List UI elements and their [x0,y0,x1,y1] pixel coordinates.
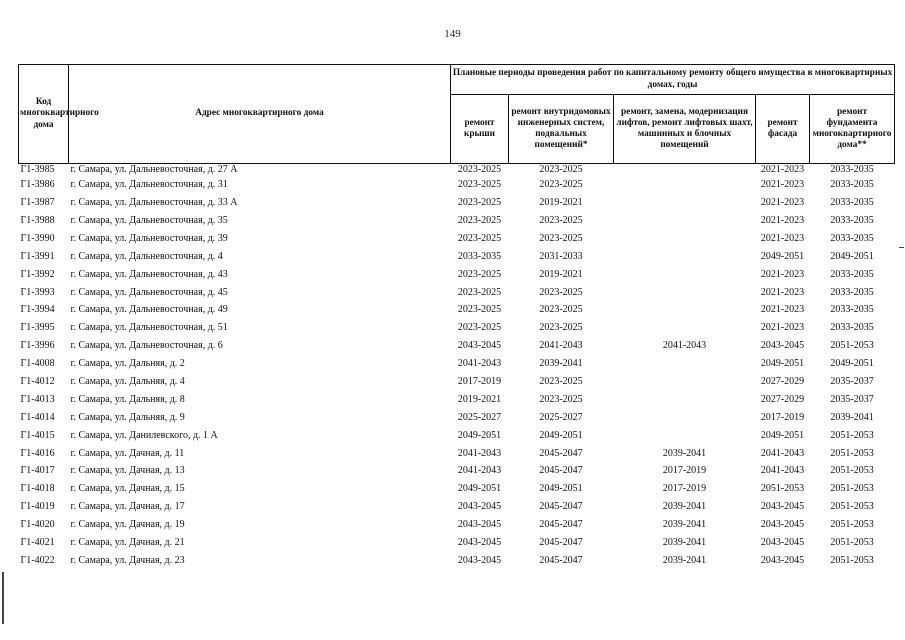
cell-roof: 2023-2025 [457,268,502,280]
cell-elevators [614,355,756,373]
cell-address: г. Самара, ул. Дачная, д. 23 [70,554,185,566]
scan-mark-right [899,247,904,248]
cell-roof: 2023-2025 [457,286,502,298]
cell-address: г. Самара, ул. Дальневосточная, д. 43 [70,268,228,280]
cell-foundation: 2033-2035 [830,268,874,280]
cell-code: Г1-4018 [20,483,55,495]
cell-elevators [614,373,756,391]
table-row [19,480,895,498]
cell-engineering: 2019-2021 [539,197,583,209]
cell-engineering: 2039-2041 [539,358,583,370]
cell-roof: 2023-2025 [457,232,502,244]
cell-address: г. Самара, ул. Дачная, д. 13 [70,465,185,477]
cell-elevators: 2039-2041 [662,501,707,513]
cell-code: Г1-4008 [20,358,55,370]
cell-foundation: 2033-2035 [830,164,874,176]
cell-elevators [614,426,756,444]
cell-address: г. Самара, ул. Дальняя, д. 4 [70,375,185,387]
cell-roof: 2023-2025 [457,214,502,226]
cell-code: Г1-3991 [20,250,55,262]
cell-elevators [614,212,756,230]
page-number: 149 [444,28,461,40]
table-row [19,337,895,355]
cell-engineering: 2023-2025 [539,286,583,298]
cell-facade: 2017-2019 [760,411,805,423]
cell-foundation: 2033-2035 [830,322,874,334]
cell-address: г. Самара, ул. Дальняя, д. 2 [70,358,185,370]
capital-repair-table [18,64,895,570]
cell-roof: 2023-2025 [457,304,502,316]
cell-engineering: 2045-2047 [539,501,583,513]
cell-elevators: 2039-2041 [662,537,707,548]
cell-elevators [614,283,756,301]
table-row [19,230,895,248]
cell-elevators: 2039-2041 [662,554,707,566]
cell-engineering: 2023-2025 [539,214,583,226]
cell-engineering: 2045-2047 [539,519,583,531]
cell-address: г. Самара, ул. Дальняя, д. 9 [70,411,185,423]
cell-code: Г1-4022 [20,554,55,566]
cell-code: Г1-4016 [20,447,55,459]
cell-code: Г1-3988 [20,214,55,226]
cell-engineering: 2045-2047 [539,447,583,459]
cell-engineering: 2045-2047 [539,537,583,548]
cell-roof: 2041-2043 [457,358,502,370]
cell-address: г. Самара, ул. Дальневосточная, д. 4 [70,250,223,262]
table-row [19,444,895,462]
cell-foundation: 2051-2053 [830,429,874,441]
cell-roof: 2023-2025 [457,322,502,334]
cell-facade: 2043-2045 [760,554,805,566]
cell-code: Г1-4014 [20,411,55,423]
cell-code: Г1-3996 [20,340,55,352]
cell-engineering: 2023-2025 [539,179,583,191]
cell-roof: 2025-2027 [457,411,502,423]
cell-address: г. Самара, ул. Дачная, д. 15 [70,483,185,495]
cell-roof: 2017-2019 [457,375,502,387]
cell-elevators [614,194,756,212]
cell-facade: 2049-2051 [760,358,805,370]
header-code: Код многоквартирного дома [19,65,69,164]
cell-address: г. Самара, ул. Дальневосточная, д. 51 [70,322,228,334]
cell-address: г. Самара, ул. Дальневосточная, д. 27 А [70,164,238,176]
cell-code: Г1-3992 [20,268,55,280]
cell-foundation: 2035-2037 [830,375,874,387]
table-row [19,283,895,301]
cell-foundation: 2033-2035 [830,214,874,226]
cell-code: Г1-4021 [20,537,55,548]
table-row [19,534,895,552]
cell-address: г. Самара, ул. Дальневосточная, д. 45 [70,286,228,298]
cell-foundation: 2033-2035 [830,286,874,298]
table-row [19,426,895,444]
cell-engineering: 2023-2025 [539,375,583,387]
cell-engineering: 2019-2021 [539,268,583,280]
cell-elevators: 2017-2019 [662,465,707,477]
cell-facade: 2043-2045 [760,537,805,548]
table-row [19,498,895,516]
cell-elevators: 2039-2041 [662,519,707,531]
cell-facade: 2021-2023 [760,304,805,316]
header-address: Адрес многоквартирного дома [69,65,451,164]
header-periods-group: Плановые периоды проведения работ по капитальному ремонту общего имущества в многоквартирных домах, годы [451,65,895,95]
cell-roof: 2019-2021 [457,393,502,405]
cell-elevators [614,319,756,337]
cell-roof: 2043-2045 [457,501,502,513]
cell-engineering: 2041-2043 [539,340,583,352]
table-row [19,248,895,266]
cell-code: Г1-3986 [20,179,55,191]
table-row [19,265,895,283]
cell-facade: 2021-2023 [760,322,805,334]
cell-foundation: 2051-2053 [830,554,874,566]
cell-facade: 2049-2051 [760,250,805,262]
cell-foundation: 2033-2035 [830,304,874,316]
cell-facade: 2021-2023 [760,164,805,176]
table-row [19,552,895,570]
cell-foundation: 2049-2051 [830,358,874,370]
cell-engineering: 2045-2047 [539,465,583,477]
scan-mark-left [2,572,4,624]
cell-code: Г1-4015 [20,429,55,441]
cell-roof: 2033-2035 [457,250,502,262]
cell-code: Г1-4019 [20,501,55,513]
cell-facade: 2021-2023 [760,286,805,298]
cell-facade: 2043-2045 [760,519,805,531]
cell-roof: 2023-2025 [457,164,502,176]
cell-engineering: 2023-2025 [539,304,583,316]
cell-elevators [614,164,756,177]
cell-code: Г1-3990 [20,232,55,244]
cell-address: г. Самара, ул. Дальневосточная, д. 33 А [70,197,238,209]
cell-foundation: 2051-2053 [830,447,874,459]
header-roof: ремонт крыши [451,95,509,164]
cell-code: Г1-4013 [20,393,55,405]
cell-roof: 2023-2025 [457,179,502,191]
cell-code: Г1-3985 [20,164,55,176]
cell-facade: 2043-2045 [760,501,805,513]
cell-roof: 2049-2051 [457,429,502,441]
cell-foundation: 2049-2051 [830,250,874,262]
cell-code: Г1-4020 [20,519,55,531]
cell-code: Г1-3995 [20,322,55,334]
cell-foundation: 2039-2041 [830,411,874,423]
cell-engineering: 2045-2047 [539,554,583,566]
table-row [19,462,895,480]
table-row [19,212,895,230]
cell-roof: 2043-2045 [457,519,502,531]
cell-engineering: 2049-2051 [539,429,583,441]
cell-address: г. Самара, ул. Дальневосточная, д. 6 [70,340,223,352]
table-row [19,194,895,212]
cell-address: г. Самара, ул. Дачная, д. 21 [70,537,185,548]
cell-roof: 2043-2045 [457,554,502,566]
cell-elevators [614,391,756,409]
cell-engineering: 2023-2025 [539,232,583,244]
cell-facade: 2051-2053 [760,483,805,495]
table-row [19,176,895,194]
cell-engineering: 2023-2025 [539,322,583,334]
cell-facade: 2027-2029 [760,393,805,405]
table-body [19,164,895,570]
cell-foundation: 2051-2053 [830,465,874,477]
cell-foundation: 2051-2053 [830,519,874,531]
cell-facade: 2021-2023 [760,179,805,191]
cell-code: Г1-4012 [20,375,55,387]
cell-elevators [614,230,756,248]
cell-elevators: 2041-2043 [662,340,707,352]
cell-elevators [614,265,756,283]
cell-address: г. Самара, ул. Дачная, д. 17 [70,501,185,513]
cell-facade: 2021-2023 [760,214,805,226]
header-engineering: ремонт внутридомовых инженерных систем, подвальных помещений* [509,95,614,164]
cell-facade: 2027-2029 [760,375,805,387]
header-foundation: ремонт фундамента многоквартирного дома** [810,95,895,164]
cell-code: Г1-3993 [20,286,55,298]
cell-address: г. Самара, ул. Дальневосточная, д. 31 [70,179,228,191]
cell-roof: 2049-2051 [457,483,502,495]
cell-foundation: 2033-2035 [830,197,874,209]
cell-roof: 2041-2043 [457,447,502,459]
table-row [19,319,895,337]
cell-elevators: 2017-2019 [662,483,707,495]
table-row [19,516,895,534]
cell-code: Г1-4017 [20,465,55,477]
cell-elevators [614,301,756,319]
cell-roof: 2023-2025 [457,197,502,209]
cell-facade: 2041-2043 [760,447,805,459]
cell-address: г. Самара, ул. Дачная, д. 11 [70,447,185,459]
cell-engineering: 2025-2027 [539,411,583,423]
cell-foundation: 2033-2035 [830,179,874,191]
header-facade: ремонт фасада [756,95,810,164]
cell-roof: 2041-2043 [457,465,502,477]
table-row [19,301,895,319]
cell-engineering: 2023-2025 [539,393,583,405]
cell-facade: 2021-2023 [760,268,805,280]
cell-roof: 2043-2045 [457,537,502,548]
cell-facade: 2043-2045 [760,340,805,352]
cell-code: Г1-3987 [20,197,55,209]
table-row [19,373,895,391]
table-row [19,409,895,427]
cell-address: г. Самара, ул. Данилевского, д. 1 А [70,429,218,441]
cell-engineering: 2023-2025 [539,164,583,176]
cell-address: г. Самара, ул. Дачная, д. 19 [70,519,185,531]
cell-elevators [614,176,756,194]
cell-address: г. Самара, ул. Дальневосточная, д. 39 [70,232,228,244]
cell-facade: 2041-2043 [760,465,805,477]
cell-facade: 2049-2051 [760,429,805,441]
cell-foundation: 2051-2053 [830,501,874,513]
table-row [19,391,895,409]
table-row [19,355,895,373]
cell-facade: 2021-2023 [760,197,805,209]
cell-elevators [614,248,756,266]
cell-foundation: 2035-2037 [830,393,874,405]
cell-foundation: 2051-2053 [830,537,874,548]
cell-elevators [614,409,756,427]
cell-engineering: 2031-2033 [539,250,583,262]
cell-facade: 2021-2023 [760,232,805,244]
cell-address: г. Самара, ул. Дальневосточная, д. 49 [70,304,228,316]
header-elevators: ремонт, замена, модернизация лифтов, ремонт лифтовых шахт, машинных и блочных помещений [614,95,756,164]
cell-engineering: 2049-2051 [539,483,583,495]
cell-foundation: 2051-2053 [830,340,874,352]
cell-foundation: 2051-2053 [830,483,874,495]
cell-roof: 2043-2045 [457,340,502,352]
table-row [19,164,895,177]
cell-foundation: 2033-2035 [830,232,874,244]
cell-address: г. Самара, ул. Дальневосточная, д. 35 [70,214,228,226]
cell-elevators: 2039-2041 [662,447,707,459]
cell-code: Г1-3994 [20,304,55,316]
cell-address: г. Самара, ул. Дальняя, д. 8 [70,393,185,405]
